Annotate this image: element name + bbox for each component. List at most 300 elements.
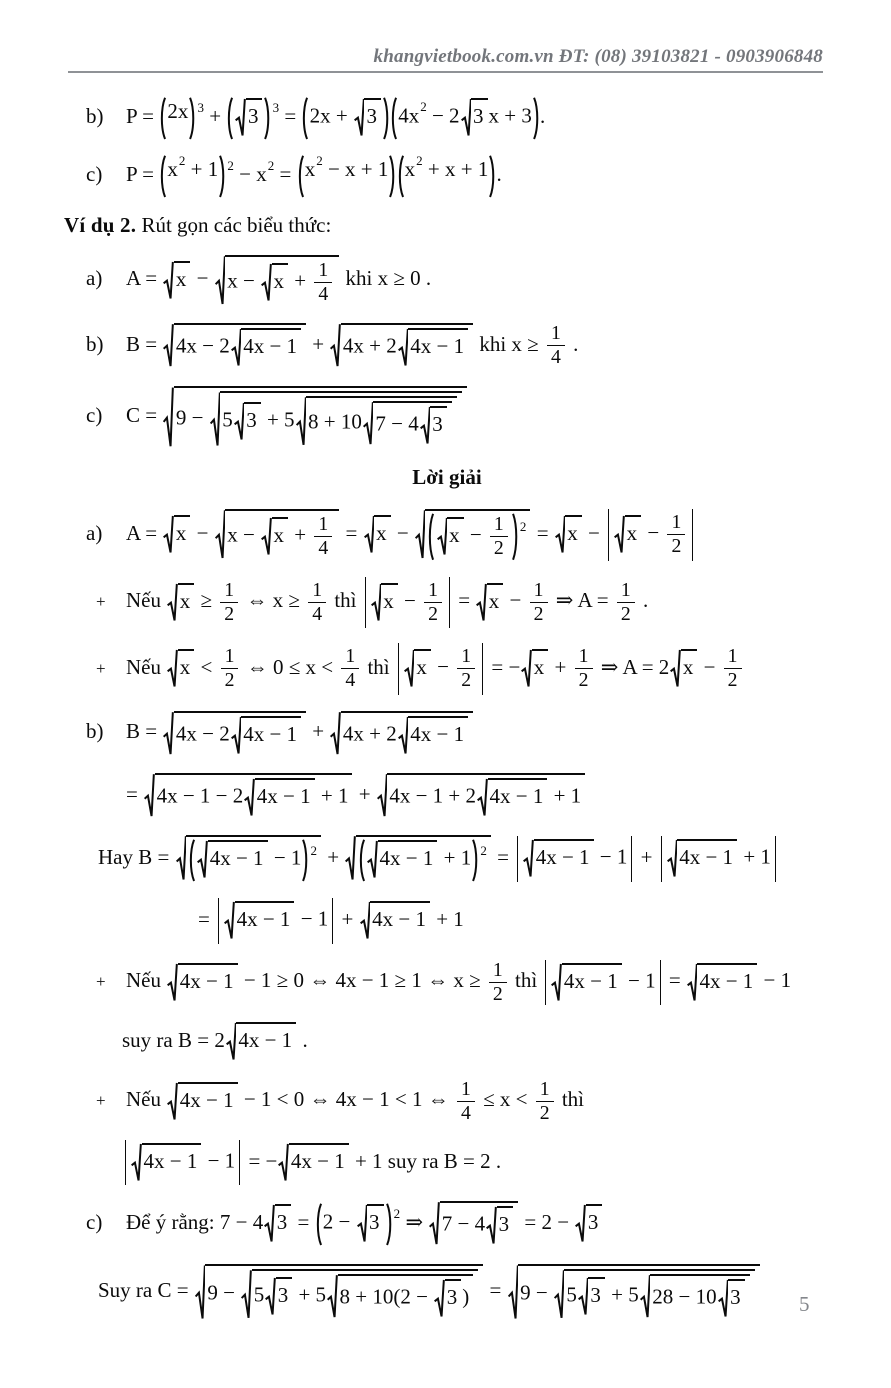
radicand: x xyxy=(565,515,582,554)
denominator: 2 xyxy=(620,602,631,625)
radical-icon xyxy=(429,1201,440,1246)
fraction xyxy=(314,513,332,561)
left-paren-icon xyxy=(315,1203,322,1246)
square-root xyxy=(176,835,321,882)
radical-icon xyxy=(224,901,235,940)
radicand: x xyxy=(272,517,289,556)
fraction xyxy=(424,579,442,627)
right-paren-icon xyxy=(302,839,309,882)
radicand xyxy=(356,835,491,882)
radicand: x xyxy=(178,649,195,688)
square-root xyxy=(640,1274,750,1319)
absolute-value: 4x − 1 − 1 xyxy=(218,898,333,943)
radicand: 3 xyxy=(276,1277,293,1316)
radical-icon xyxy=(167,649,178,688)
absolute-value: x − $\frac{1}{2}$ xyxy=(608,509,693,561)
fraction xyxy=(547,322,565,370)
radical-icon xyxy=(670,649,681,688)
numerator: 1 xyxy=(424,579,442,603)
radical-icon xyxy=(551,963,562,1002)
radicand: x xyxy=(272,263,289,302)
radicand: 4x − 1 xyxy=(178,963,238,1002)
radicand: 3 xyxy=(497,1206,514,1245)
fraction xyxy=(341,645,359,693)
right-paren-icon xyxy=(386,1203,393,1246)
numerator: 1 xyxy=(536,1078,554,1102)
left-paren-icon xyxy=(226,97,233,140)
square-root xyxy=(575,1204,602,1243)
radicand: 28 − 10 3 xyxy=(650,1274,749,1319)
parenthesized-group xyxy=(301,97,390,140)
radical-icon xyxy=(345,835,356,882)
left-paren-icon xyxy=(159,155,166,198)
page-number: 5 xyxy=(799,1292,810,1316)
radicand: 4x − 1 xyxy=(236,1022,296,1061)
square-root xyxy=(508,1264,760,1321)
right-paren-icon xyxy=(512,513,519,561)
radicand: 3 xyxy=(445,1279,462,1318)
radicand: 4x − 1 xyxy=(289,1143,349,1182)
radical-icon xyxy=(508,1264,519,1321)
math-expression: suy ra B = 2 4x − 1 . xyxy=(122,1028,308,1052)
math-line xyxy=(0,1140,891,1185)
parenthesized-group xyxy=(427,513,518,561)
radicand: 8 + 10(2 − 3 ) xyxy=(338,1274,474,1319)
radicand: 9 − 5 3 + 5 8 + 10(2 − 3 ) xyxy=(205,1264,483,1321)
radical-icon xyxy=(357,1204,368,1243)
superscript: 2 xyxy=(267,157,275,173)
line-label: + xyxy=(96,1091,106,1111)
math-line xyxy=(0,834,891,883)
line-label: + xyxy=(96,658,106,678)
math-expression: Để ý rằng: 7 − 4 3 = 2 − 3 $^2$ ⇒ 7 − 4 3 = 2 − 3 xyxy=(126,1210,603,1234)
square-root xyxy=(429,1201,518,1246)
square-root xyxy=(215,255,340,307)
right-paren-icon xyxy=(389,155,396,198)
paren-content: 4x − 1 − 1 xyxy=(195,839,302,882)
radical-icon xyxy=(167,963,178,1002)
math-expression: Nếu 4x − 1 − 1 < 0 ⇔ 4x − 1 < 1 ⇔ $\frac{1}{4}$ ≤ x < $\frac{1}{2}$ thì xyxy=(126,1077,585,1124)
paren-content: 2x + 3 xyxy=(309,97,383,140)
line-label: + xyxy=(96,592,106,612)
radicand: 3 xyxy=(246,98,263,137)
square-root xyxy=(195,1264,483,1321)
radicand: 3 xyxy=(364,98,381,137)
fraction xyxy=(457,645,475,693)
paren-content: x − $\frac{1}{2}$ xyxy=(435,513,512,561)
numerator: 1 xyxy=(341,645,359,669)
absolute-value: 4x − 1 − 1 xyxy=(517,836,632,881)
square-root xyxy=(163,515,190,554)
radicand: 4x − 1 xyxy=(534,839,594,878)
math-line xyxy=(0,643,891,695)
radical-icon xyxy=(461,98,472,137)
radical-icon xyxy=(420,406,431,445)
radical-icon xyxy=(226,1022,237,1061)
square-root xyxy=(364,515,391,554)
superscript: 2 xyxy=(416,152,423,168)
parenthesized-group xyxy=(390,97,540,140)
square-root xyxy=(167,1082,237,1121)
radical-icon xyxy=(364,515,375,554)
right-paren-icon xyxy=(189,97,196,140)
radicand: 4x − 1 xyxy=(677,839,737,878)
math-expression: Suy ra C = 9 − 5 3 + 5 8 + 10(2 − 3 ) = 9 − 5 3 + 5 28 − 10 3 xyxy=(98,1278,761,1302)
radical-icon xyxy=(398,328,409,367)
radicand: 4x − 1 xyxy=(208,840,268,879)
radical-icon xyxy=(163,711,174,756)
numerator: 1 xyxy=(314,513,332,537)
radical-icon xyxy=(476,583,487,622)
header-text: khangvietbook.com.vn ĐT: (08) 39103821 - 0903906848 xyxy=(373,46,823,67)
square-root xyxy=(363,401,452,446)
radical-icon xyxy=(244,778,255,817)
square-root xyxy=(461,98,488,137)
radicand: 4x − 1 xyxy=(178,1082,238,1121)
radical-icon xyxy=(215,509,226,561)
square-root xyxy=(131,1143,201,1182)
numerator: 1 xyxy=(530,579,548,603)
math-line xyxy=(0,959,891,1007)
radicand: 4x − 1 xyxy=(562,963,622,1002)
left-paren-icon xyxy=(188,839,195,882)
radicand: 3 xyxy=(275,1204,292,1243)
square-root xyxy=(398,716,468,755)
superscript: 2 xyxy=(519,518,527,534)
square-root xyxy=(523,839,593,878)
numerator: 1 xyxy=(457,1078,475,1102)
line-label: c) xyxy=(86,161,103,186)
radicand: 4x − 1 xyxy=(408,328,468,367)
square-root xyxy=(265,1277,292,1316)
radical-icon xyxy=(521,649,532,688)
square-root xyxy=(264,1204,291,1243)
radical-icon xyxy=(486,1206,497,1245)
square-root xyxy=(167,963,237,1002)
fraction xyxy=(617,579,635,627)
radicand: 3 xyxy=(588,1277,605,1316)
square-root xyxy=(434,1279,461,1318)
radical-icon xyxy=(195,1264,206,1321)
square-root xyxy=(354,98,381,137)
radicand: 3 xyxy=(728,1279,745,1318)
denominator: 2 xyxy=(224,602,235,625)
superscript: 3 xyxy=(197,100,205,116)
radicand: 4x + 2 4x − 1 xyxy=(341,323,473,368)
radical-icon xyxy=(477,778,488,817)
radicand xyxy=(425,509,530,561)
radical-icon xyxy=(614,515,625,554)
square-root xyxy=(224,901,294,940)
square-root xyxy=(360,901,430,940)
radical-icon xyxy=(278,1143,289,1182)
numerator: 1 xyxy=(220,579,238,603)
paren-content: $x^2 - x + 1$ xyxy=(304,152,389,181)
square-root xyxy=(687,963,757,1002)
math-expression: P = $x^2 + 1$ $^2 - x^2$ = $x^2 - x + 1$ $x^2 + x + 1$ . xyxy=(126,162,502,186)
absolute-value: x − $\frac{1}{2}$ xyxy=(365,577,450,629)
square-root xyxy=(415,509,530,561)
radicand: x xyxy=(532,649,549,688)
radicand: x xyxy=(174,515,191,554)
square-root xyxy=(667,839,737,878)
square-root xyxy=(398,328,468,367)
radical-icon xyxy=(360,901,371,940)
square-root xyxy=(437,517,464,556)
radical-icon xyxy=(667,839,678,878)
math-expression: B = 4x − 2 4x − 1 + 4x + 2 4x − 1 khi x ≥ $\frac{1}{4}$ . xyxy=(126,322,579,369)
parenthesized-group xyxy=(297,152,397,198)
square-root xyxy=(330,323,473,368)
parenthesized-group xyxy=(159,97,196,140)
left-paren-icon xyxy=(397,155,404,198)
radicand: x − x + $\frac{1}{4}$ xyxy=(225,509,339,561)
fraction xyxy=(575,645,593,693)
math-expression: = 4x − 1 − 2 4x − 1 + 1 + 4x − 1 + 2 4x − 1 + 1 xyxy=(126,782,586,806)
square-root xyxy=(215,509,340,561)
line-label: a) xyxy=(86,266,103,291)
paren-content: $x^2 + x + 1$ xyxy=(404,152,489,181)
radicand: 3 xyxy=(586,1204,603,1243)
line-label: + xyxy=(96,972,106,992)
math-line xyxy=(0,322,891,370)
fraction xyxy=(308,579,326,627)
radical-icon xyxy=(264,1204,275,1243)
fraction xyxy=(724,645,742,693)
example-heading-rest: Rút gọn các biểu thức: xyxy=(136,212,332,237)
fraction xyxy=(220,579,238,627)
square-root xyxy=(226,1022,296,1061)
line-label: c) xyxy=(86,1209,103,1234)
square-root xyxy=(235,98,262,137)
square-root xyxy=(521,649,548,688)
math-expression: A = x − x − x + $\frac{1}{4}$ = x − x − $\frac{1}{2}$ $^2$ = x − x − $\frac{1}{2}$ xyxy=(126,521,696,545)
math-line xyxy=(0,710,891,757)
radicand: x xyxy=(178,583,195,622)
radicand: 8 + 10 7 − 4 3 xyxy=(306,396,457,447)
square-root xyxy=(167,649,194,688)
right-paren-icon xyxy=(472,839,479,882)
square-root xyxy=(345,835,490,882)
square-root xyxy=(578,1277,605,1316)
math-line xyxy=(0,1078,891,1126)
absolute-value: x − $\frac{1}{2}$ xyxy=(398,643,483,695)
parenthesized-group xyxy=(315,1203,393,1246)
radical-icon xyxy=(371,583,382,622)
numerator: 1 xyxy=(575,645,593,669)
radical-icon xyxy=(415,509,426,561)
numerator: 1 xyxy=(724,645,742,669)
fraction xyxy=(221,645,239,693)
square-root xyxy=(163,323,306,368)
superscript: 2 xyxy=(310,842,318,858)
paren-content: $x^2 + 1$ xyxy=(167,152,219,181)
left-paren-icon xyxy=(358,839,365,882)
paren-content: 2x xyxy=(167,99,189,123)
square-root xyxy=(420,406,447,445)
radical-icon xyxy=(330,323,341,368)
fraction xyxy=(490,513,508,561)
math-expression: B = 4x − 2 4x − 1 + 4x + 2 4x − 1 xyxy=(126,719,474,743)
page-header xyxy=(68,46,823,73)
radicand: 5 3 + 5 8 + 10 7 − 4 3 xyxy=(220,391,462,448)
radicand: 4x − 1 xyxy=(378,840,438,879)
square-root xyxy=(244,778,314,817)
square-root xyxy=(371,583,398,622)
radicand: 5 3 + 5 28 − 10 3 xyxy=(564,1269,754,1320)
right-paren-icon xyxy=(219,155,226,198)
right-paren-icon xyxy=(533,97,540,140)
denominator: 2 xyxy=(224,669,235,692)
radicand xyxy=(186,835,321,882)
radicand: 4x − 1 − 2 4x − 1 + 1 xyxy=(155,773,353,818)
square-root xyxy=(261,517,288,556)
radical-icon xyxy=(197,840,208,879)
radical-icon xyxy=(377,773,388,818)
radicand: 7 − 4 3 xyxy=(440,1201,518,1246)
radical-icon xyxy=(404,649,415,688)
numerator: 1 xyxy=(221,645,239,669)
radicand: x xyxy=(374,515,391,554)
square-root xyxy=(163,711,306,756)
radicand: 4x − 1 xyxy=(370,901,430,940)
square-root xyxy=(718,1279,745,1318)
math-line xyxy=(0,385,891,450)
radicand: x xyxy=(414,649,431,688)
radical-icon xyxy=(578,1277,589,1316)
square-root xyxy=(231,716,301,755)
fraction xyxy=(536,1078,554,1126)
radicand: 4x − 1 xyxy=(241,716,301,755)
radicand: 3 xyxy=(244,402,261,441)
numerator: 1 xyxy=(314,259,332,283)
left-paren-icon xyxy=(297,155,304,198)
radicand: 4x − 1 xyxy=(255,778,315,817)
math-line xyxy=(0,898,891,943)
radical-icon xyxy=(163,515,174,554)
absolute-value: 4x − 1 + 1 xyxy=(661,836,776,881)
denominator: 4 xyxy=(318,537,329,560)
numerator: 1 xyxy=(490,513,508,537)
fraction xyxy=(457,1078,475,1126)
parenthesized-group xyxy=(159,152,226,198)
denominator: 4 xyxy=(318,282,329,305)
numerator: 1 xyxy=(667,511,685,535)
right-paren-icon xyxy=(383,97,390,140)
radicand: x xyxy=(625,515,642,554)
math-line xyxy=(0,152,891,198)
radical-icon xyxy=(167,583,178,622)
radical-icon xyxy=(437,517,448,556)
left-paren-icon xyxy=(159,97,166,140)
example-heading xyxy=(0,213,891,238)
math-line xyxy=(0,577,891,629)
radical-icon xyxy=(231,716,242,755)
square-root xyxy=(404,649,431,688)
denominator: 4 xyxy=(345,669,356,692)
radical-icon xyxy=(718,1279,729,1318)
numerator: 1 xyxy=(547,322,565,346)
paren-content: 2 − 3 xyxy=(322,1203,386,1246)
numerator: 1 xyxy=(308,579,326,603)
math-line xyxy=(0,508,891,562)
numerator: 1 xyxy=(457,645,475,669)
radicand: 3 xyxy=(367,1204,384,1243)
radical-icon xyxy=(163,261,174,300)
line-label: b) xyxy=(86,331,104,356)
parenthesized-group xyxy=(226,97,271,140)
square-root xyxy=(486,1206,513,1245)
radicand: 5 3 + 5 8 + 10(2 − 3 ) xyxy=(252,1269,479,1320)
denominator: 2 xyxy=(671,535,682,558)
radical-icon xyxy=(261,263,272,302)
radicand: 4x − 2 4x − 1 xyxy=(174,711,306,756)
radical-icon xyxy=(261,517,272,556)
radical-icon xyxy=(241,1269,252,1320)
radicand: 7 − 4 3 xyxy=(373,401,451,446)
radical-icon xyxy=(330,711,341,756)
superscript: 2 xyxy=(420,99,427,115)
radicand: x xyxy=(447,517,464,556)
radical-icon xyxy=(163,386,174,449)
left-paren-icon xyxy=(301,97,308,140)
radical-icon xyxy=(144,773,155,818)
square-root xyxy=(234,402,261,441)
numerator: 1 xyxy=(617,579,635,603)
radicand: 4x − 1 + 2 4x − 1 + 1 xyxy=(387,773,585,818)
radical-icon xyxy=(176,835,187,882)
square-root xyxy=(144,773,352,818)
fraction xyxy=(530,579,548,627)
radicand: 4x − 1 xyxy=(142,1143,202,1182)
denominator: 4 xyxy=(460,1101,471,1124)
math-expression: Hay B = 4x − 1 − 1 $^2$ + 4x − 1 + 1 $^2$ = 4x − 1 − 1 + 4x − 1 + 1 xyxy=(98,845,779,869)
radicand: x xyxy=(681,649,698,688)
radical-icon xyxy=(234,402,245,441)
square-root xyxy=(555,515,582,554)
square-root xyxy=(551,963,621,1002)
radical-icon xyxy=(687,963,698,1002)
denominator: 2 xyxy=(493,537,504,560)
fraction xyxy=(489,959,507,1007)
math-expression: C = 9 − 5 3 + 5 8 + 10 7 − 4 3 xyxy=(126,403,468,427)
radicand: 4x + 2 4x − 1 xyxy=(341,711,473,756)
square-root xyxy=(231,328,301,367)
line-label: b) xyxy=(86,104,104,129)
radicand: 4x − 1 xyxy=(488,778,548,817)
square-root xyxy=(296,396,457,447)
math-expression: Nếu x < $\frac{1}{2}$ ⇔ 0 ≤ x < $\frac{1}{4}$ thì x − $\frac{1}{2}$ = − x + $\frac{1}{2}$ ⇒ A = 2 x − $\frac{1}{2}$ xyxy=(126,655,745,679)
denominator: 2 xyxy=(428,602,438,625)
radical-icon xyxy=(327,1274,338,1319)
square-root xyxy=(241,1269,478,1320)
radicand: x xyxy=(381,583,398,622)
math-line xyxy=(0,1263,891,1322)
radical-icon xyxy=(575,1204,586,1243)
radical-icon xyxy=(434,1279,445,1318)
radicand: 4x − 1 xyxy=(235,901,295,940)
math-expression: A = x − x − x + $\frac{1}{4}$ khi x ≥ 0 . xyxy=(126,266,431,290)
radical-icon xyxy=(265,1277,276,1316)
math-expression: P = 2x $^3$ + 3 $^3$ = 2x + 3 $4x^2 - 2$ 3 x + 3 . xyxy=(126,104,545,128)
radicand: x xyxy=(487,583,504,622)
square-root xyxy=(167,583,194,622)
square-root xyxy=(614,515,641,554)
superscript: 2 xyxy=(178,152,186,168)
square-root xyxy=(163,386,466,449)
line-label: b) xyxy=(86,719,104,744)
radical-icon xyxy=(231,328,242,367)
